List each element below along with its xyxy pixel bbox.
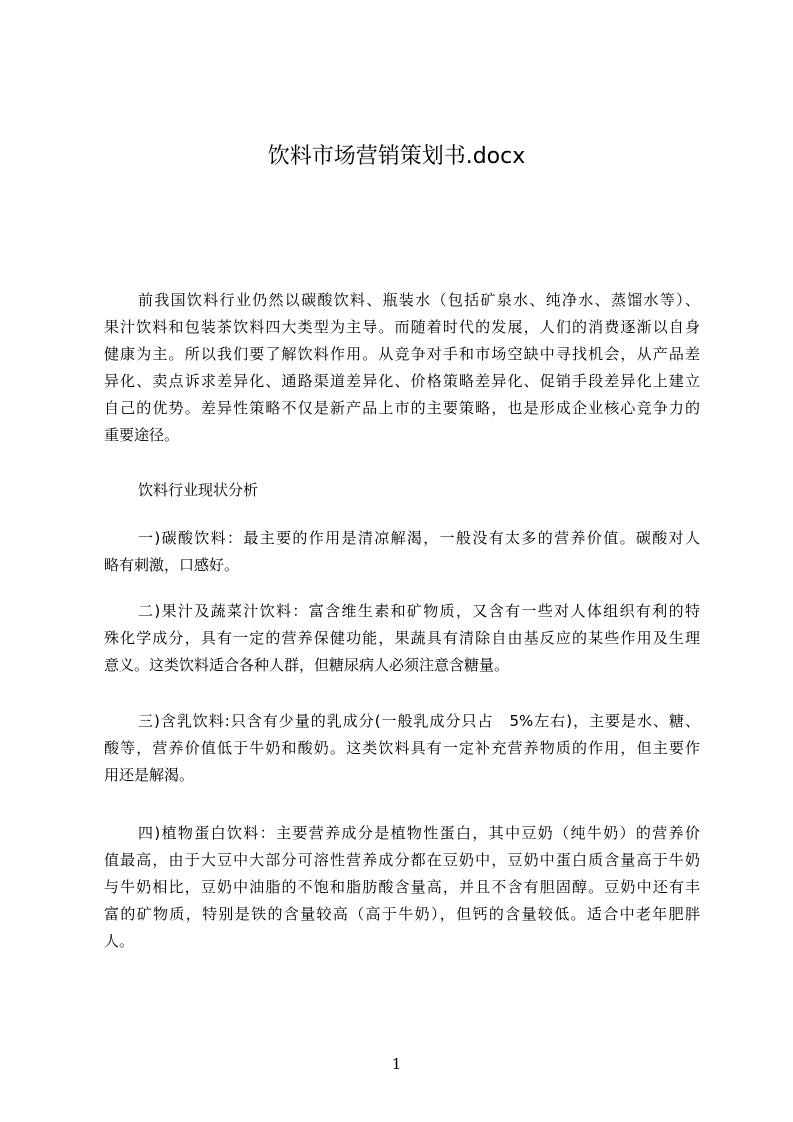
text-line: 一)碳酸饮料：最主要的作用是清凉解渴，一般没有太多的营养价值。碳酸对人 xyxy=(138,529,700,547)
paragraph-juice xyxy=(104,598,700,679)
intro-paragraph xyxy=(104,287,700,449)
text-line: 意义。这类饮料适合各种人群，但糖尿病人必须注意含糖量。 xyxy=(104,656,510,674)
text-line: 值最高，由于大豆中大部分可溶性营养成分都在豆奶中，豆奶中蛋白质含量高于牛奶 xyxy=(104,851,700,869)
text-line: 富的矿物质，特别是铁的含量较高（高于牛奶），但钙的含量较低。适合中老年肥胖 xyxy=(104,905,700,923)
page-number: 1 xyxy=(391,1055,402,1073)
section-heading: 饮料行业现状分析 xyxy=(138,481,259,499)
text-line: 略有刺激，口感好。 xyxy=(104,556,240,574)
text-line: 健康为主。所以我们要了解饮料作用。从竞争对手和市场空缺中寻找机会，从产品差 xyxy=(104,345,700,363)
text-line: 果汁饮料和包装茶饮料四大类型为主导。而随着时代的发展，人们的消费逐渐以自身 xyxy=(104,318,700,336)
text-line: 四)植物蛋白饮料：主要营养成分是植物性蛋白，其中豆奶（纯牛奶）的营养价 xyxy=(138,824,700,842)
text-line: 重要途径。 xyxy=(104,426,180,444)
paragraph-carbonated xyxy=(104,525,700,579)
paragraph-dairy xyxy=(104,708,700,789)
paragraph-plant-protein xyxy=(104,820,700,955)
text-line: 与牛奶相比，豆奶中油脂的不饱和脂肪酸含量高，并且不含有胆固醇。豆奶中还有丰 xyxy=(104,878,700,896)
text-line: 三)含乳饮料:只含有少量的乳成分(一般乳成分只占 5%左右)，主要是水、糖、 xyxy=(138,712,700,730)
text-line: 殊化学成分，具有一定的营养保健功能，果蔬具有清除自由基反应的某些作用及生理 xyxy=(104,629,700,647)
text-line: 前我国饮料行业仍然以碳酸饮料、瓶装水（包括矿泉水、纯净水、蒸馏水等）、 xyxy=(138,291,700,309)
document-title: 饮料市场营销策划书.docx xyxy=(267,144,526,169)
text-line: 自己的优势。差异性策略不仅是新产品上市的主要策略，也是形成企业核心竞争力的 xyxy=(104,399,700,417)
text-line: 二)果汁及蔬菜汁饮料：富含维生素和矿物质，又含有一些对人体组织有利的特 xyxy=(138,602,700,620)
text-line: 用还是解渴。 xyxy=(104,766,195,784)
text-line: 酸等，营养价值低于牛奶和酸奶。这类饮料具有一定补充营养物质的作用，但主要作 xyxy=(104,739,700,757)
text-line: 异化、卖点诉求差异化、通路渠道差异化、价格策略差异化、促销手段差异化上建立 xyxy=(104,372,700,390)
text-line: 人。 xyxy=(104,932,135,950)
